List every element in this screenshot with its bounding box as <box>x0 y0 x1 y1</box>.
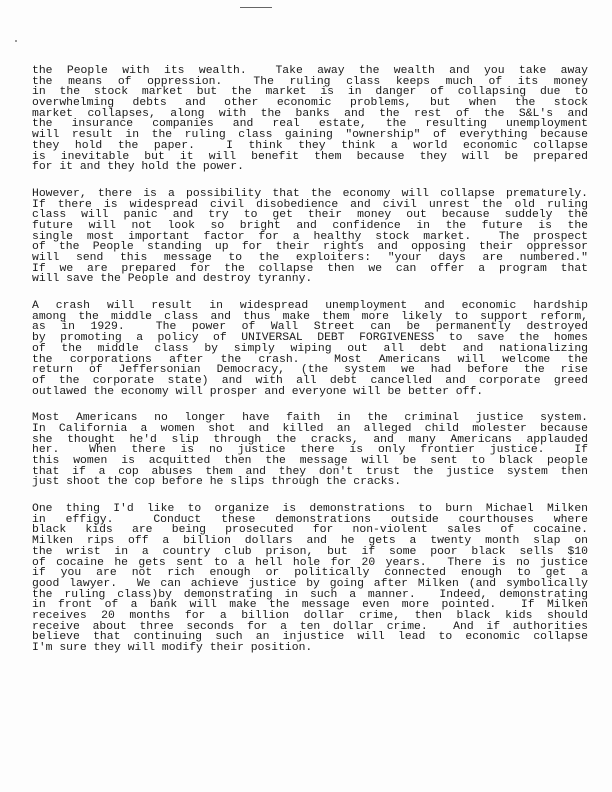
text-line: receive about three seconds for a ten dollar crime. And if authorities <box>32 620 588 633</box>
paragraph-crash-debt-forgiveness <box>32 301 588 397</box>
text-line: good lawyer. We can achieve justice by going after Milken (and symbolically <box>32 577 588 590</box>
text-line: One thing I'd like to organize is demonstrations to burn Michael Milken <box>32 503 588 516</box>
text-line: they hold the paper. I think they think a world economic collapse <box>32 139 588 152</box>
scan-mark <box>240 7 272 8</box>
text-line: black kids are being prosecuted for non-violent sales of cocaine. <box>32 524 588 537</box>
text-line: as in 1929. The power of Wall Street can be permanently destroyed <box>32 321 588 334</box>
text-line: outlawed the economy will prosper and everyone will be better off. <box>32 385 484 398</box>
text-line: in front of a bank will make the message even more pointed. If Milken <box>32 599 588 612</box>
text-line: the wrist in a country club prison, but if some poor black sells $10 <box>32 545 588 558</box>
text-line: Most Americans no longer have faith in the criminal justice system. <box>32 412 588 425</box>
text-line: by promoting a policy of UNIVERSAL DEBT FORGIVENESS to save the homes <box>32 332 588 345</box>
text-line: class will panic and try to get their money out because suddely the <box>32 209 588 222</box>
text-line: if you are not rich enough or politically connected enough to get a <box>32 567 588 580</box>
text-line: of the People standing up for their rights and opposing their oppressor <box>32 241 588 254</box>
document-body <box>32 66 588 670</box>
text-line: the insurance companies and real estate, the resulting unemployment <box>32 118 588 131</box>
text-line: return of Jeffersonian Democracy, (the system we had before the rise <box>32 364 588 377</box>
text-line: If there is widespread civil disobedience and civil unrest the old ruling <box>32 198 588 211</box>
text-line: of the corporate state) and with all debt cancelled and corporate greed <box>32 374 588 387</box>
text-line: will result in the ruling class gaining "ownership" of everything because <box>32 129 588 142</box>
text-line: that if a cop abuses them and they don't trust the justice system then <box>32 465 588 478</box>
paragraph-milken-demonstrations <box>32 504 588 654</box>
text-line: overwhelming debts and other economic problems, but when the stock <box>32 97 588 110</box>
text-line: receives 20 months for a billion dollar crime, then black kids should <box>32 609 588 622</box>
text-line: will save the People and destroy tyranny. <box>32 273 313 286</box>
text-line: believe that continuing such an injustice will lead to economic collapse <box>32 631 588 644</box>
text-line: will send this message to the exploiters: "your days are numbered." <box>32 252 588 264</box>
text-line: Milken rips off a billion dollars and he gets a twenty month slap on <box>32 535 588 548</box>
text-line: of the middle class by simply wiping out all debt and nationalizing <box>32 342 588 355</box>
paragraph-economy-collapse <box>32 189 588 285</box>
text-line: in the stock market but the market is in danger of collapsing due to <box>32 86 588 99</box>
text-line: of cocaine he gets sent to a hell hole for 20 years. There is no justice <box>32 556 588 569</box>
text-line: A crash will result in widespread unemployment and economic hardship <box>32 300 588 313</box>
paragraph-wealth-oppression <box>32 66 588 173</box>
text-line: future will not look so bright and confidence in the future is the <box>32 219 588 232</box>
text-line: single most important factor for a healthy stock market. The prospect <box>32 230 588 243</box>
text-line: for it and they hold the power. <box>32 161 244 174</box>
text-line: in effigy. Conduct these demonstrations outside courthouses where <box>32 513 588 526</box>
text-line: In California a women shot and killed an alleged child molester because <box>32 422 588 435</box>
text-line: the corporations after the crash. Most Americans will welcome the <box>32 353 588 366</box>
text-line: However, there is a possibility that the economy will collapse prematurely. <box>32 187 588 200</box>
text-line: is inevitable but it will benefit them because they will be prepared <box>32 150 588 163</box>
text-line: she thought he'd slip through the cracks, and many Americans applauded <box>32 433 588 446</box>
text-line: the means of oppression. The ruling class keeps much of its money <box>32 75 588 88</box>
scan-speck <box>15 40 17 42</box>
text-line: this women is acquitted then the message will be sent to black people <box>32 455 588 467</box>
text-line: I'm sure they will modify their position. <box>32 642 313 654</box>
text-line: among the middle class and thus make them more likely to support reform, <box>32 310 588 323</box>
paragraph-criminal-justice <box>32 413 588 488</box>
text-line: If we are prepared for the collapse then we can offer a program that <box>32 262 588 275</box>
text-line: just shoot the cop before he slips through the cracks. <box>32 476 402 489</box>
text-line: market collapses, along with the banks and the rest of the S&L's and <box>32 107 588 120</box>
text-line: the ruling class)by demonstrating in such a manner. Indeed, demonstrating <box>32 588 588 601</box>
text-line: her. When there is no justice there is only frontier justice. If <box>32 444 588 457</box>
text-line: the People with its wealth. Take away the wealth and you take away <box>32 65 588 77</box>
